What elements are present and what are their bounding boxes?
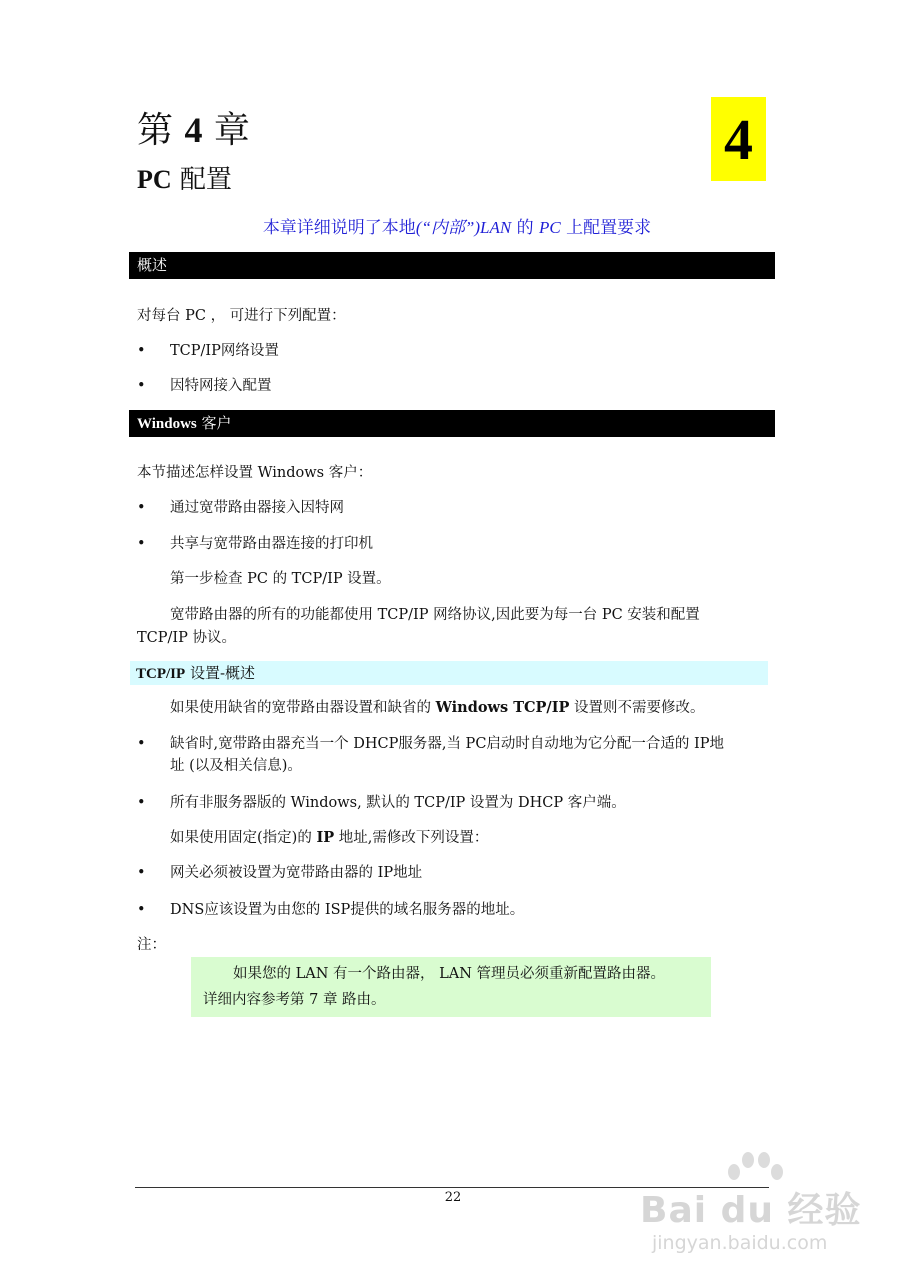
tcpip-para1: 如果使用缺省的宽带路由器设置和缺省的 Windows TCP/IP 设置则不需要修改。 [170,699,705,716]
chapter-subtitle: PC 配置 [137,165,232,195]
bullet-icon: • [137,902,146,918]
windows-para2-line1: 宽带路由器的所有的功能都使用 TCP/IP 网络协议,因此要为每一台 PC 安装和配置 [170,607,700,623]
page-number: 22 [444,1190,462,1205]
bullet-icon: • [137,865,146,881]
baidu-watermark [640,1150,890,1270]
watermark-brand: Bai du 经验 [640,1190,862,1231]
chapter-intro: 本章详细说明了本地(“内部”)LAN 的 PC 上配置要求 [262,218,652,238]
note-label: 注： [137,937,166,953]
bullet-icon: • [137,536,146,552]
bullet-icon: • [137,343,146,359]
tcpip-para2: 如果使用固定(指定)的 IP 地址,需修改下列设置： [170,829,489,846]
windows-step1: 第一步检查 PC 的 TCP/IP 设置。 [170,571,391,587]
overview-lead: 对每台 PC ， 可进行下列配置： [137,308,346,324]
section-header-overview: 概述 [129,252,775,279]
bullet-icon: • [137,378,146,394]
note-line2: 详细内容参考第 7 章 路由。 [203,992,386,1008]
section-header-windows: Windows 客户 [129,410,775,437]
subsection-header-tcpip: TCP/IP 设置-概述 [130,661,768,685]
bullet-icon: • [137,736,146,752]
note-box [191,957,711,1017]
bullet-icon: • [137,500,146,516]
bullet-icon: • [137,795,146,811]
note-line1: 如果您的 LAN 有一个路由器， LAN 管理员必须重新配置路由器。 [233,966,666,982]
chapter-title: 第 4 章 [137,110,250,151]
windows-para2-line2: TCP/IP 协议。 [137,630,237,646]
windows-lead: 本节描述怎样设置 Windows 客户： [137,465,373,481]
watermark-url: jingyan.baidu.com [652,1232,828,1254]
chapter-number-badge: 4 [711,97,766,181]
